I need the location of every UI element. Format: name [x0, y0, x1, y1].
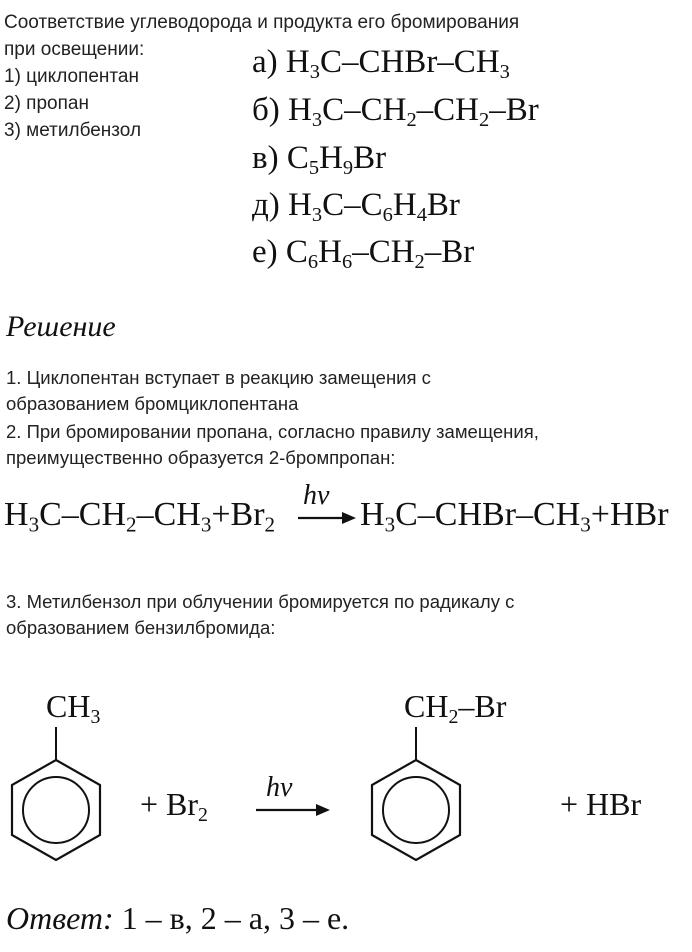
option-v: в) $C_5H_9Br$: [252, 140, 387, 180]
answer: [6, 900, 349, 937]
solution-p2-line2: преимущественно образуется 2-бромпропан:: [6, 447, 396, 468]
option-e: е) $C_6H_6-CH_2-Br$: [252, 234, 475, 274]
option-a: а) $H_3C-CHBr-CH_3$: [252, 44, 510, 84]
solution-p1-line1: 1. Циклопентан вступает в реакцию замещения с: [6, 367, 431, 388]
option-label: е): [252, 234, 278, 270]
solution-p3-line2: образованием бензилбромида:: [6, 617, 276, 638]
equation-propane-left: $H_3C-CH_2-CH_3+Br_2$: [4, 496, 276, 537]
solution-title: Решение: [6, 310, 116, 343]
answer-label: Ответ:: [6, 900, 114, 936]
solution-p3-line1: 3. Метилбензол при облучении бромируется по радикалу с: [6, 591, 515, 612]
equation-toluene-condition: hν: [266, 772, 293, 803]
option-label: д): [252, 187, 280, 223]
solution-p2-line1: 2. При бромировании пропана, согласно правилу замещения,: [6, 421, 539, 442]
question-line-1: Соответствие углеводорода и продукта его бромирования: [4, 12, 520, 33]
answer-text: 1 – в, 2 – а, 3 – е.: [121, 900, 350, 936]
option-label: б): [252, 92, 280, 128]
option-d: д) $H_3C-C_6H_4Br$: [252, 187, 460, 227]
plus-br2: + $Br_2$: [140, 786, 208, 826]
option-label: а): [252, 44, 278, 80]
product-ch2br-group: $CH_2-Br$: [404, 688, 507, 728]
question-item-2: 2) пропан: [4, 93, 89, 114]
question-line-2: при освещении:: [4, 39, 145, 60]
plus-hbr: + HBr: [560, 786, 642, 822]
equation-propane-right: $H_3C-CHBr-CH_3+HBr$: [360, 496, 669, 537]
equation-propane-condition: hν: [303, 480, 330, 511]
solution-p1-line2: образованием бромциклопентана: [6, 393, 299, 414]
option-label: в): [252, 140, 279, 176]
question-item-1: 1) циклопентан: [4, 66, 139, 87]
question-item-3: 3) метилбензол: [4, 120, 142, 141]
option-b: б) $H_3C-CH_2-CH_2-Br$: [252, 92, 539, 132]
reactant-methyl-group: $CH_3$: [46, 688, 101, 728]
